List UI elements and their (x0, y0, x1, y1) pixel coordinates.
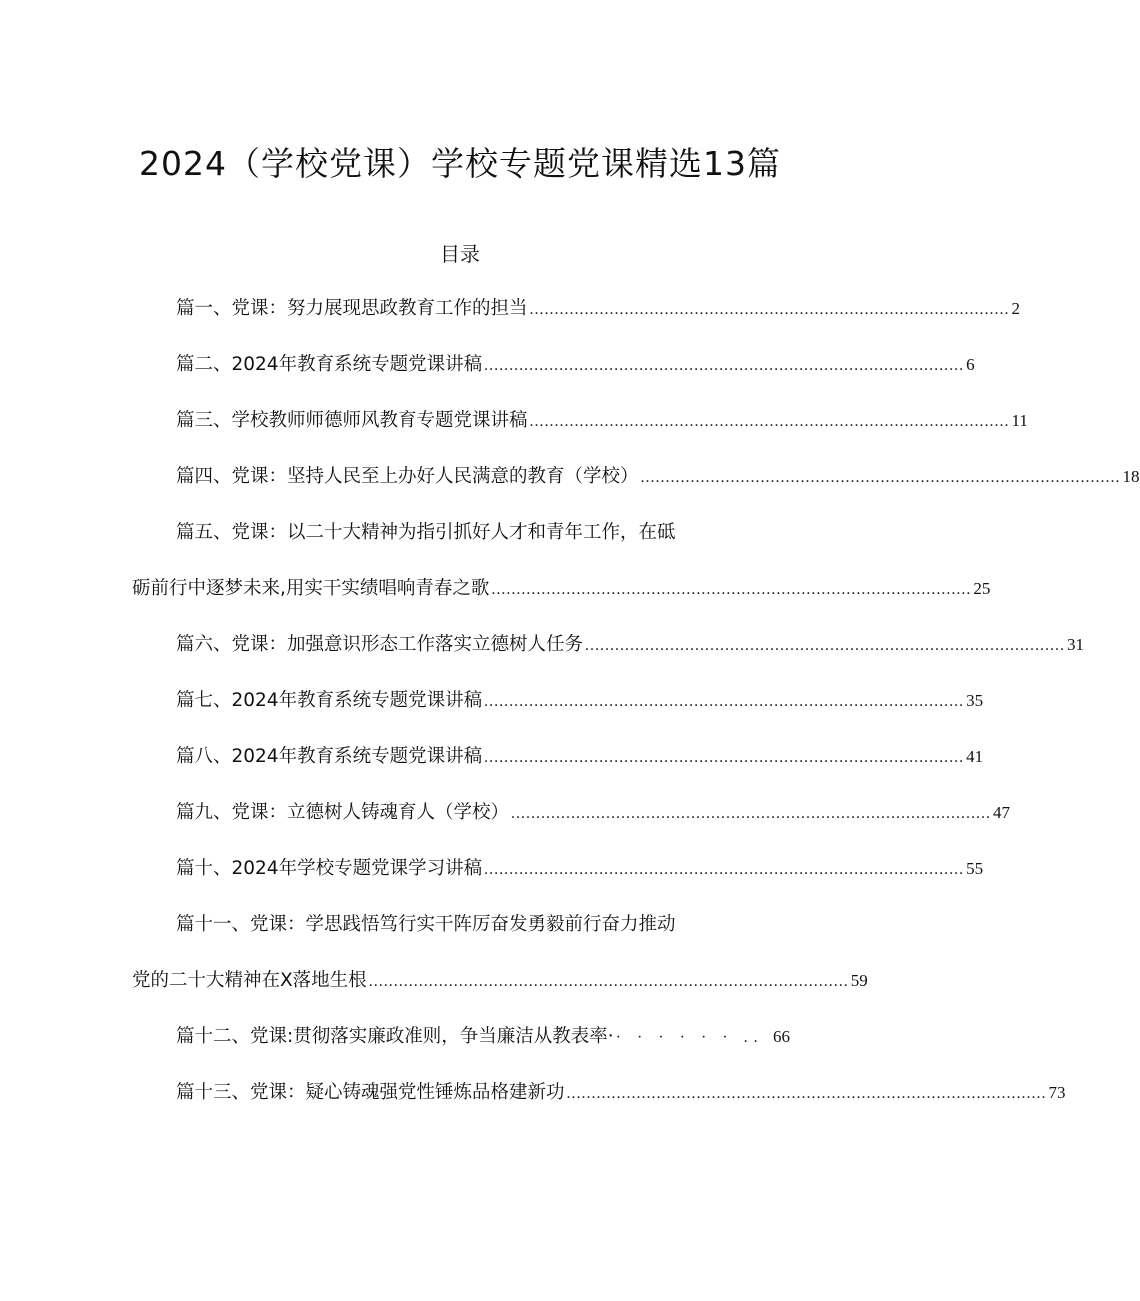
toc-entry[interactable] (176, 630, 1085, 658)
toc-entry-page: 41 (966, 747, 984, 766)
toc-entry-label: 篇二、2024年教育系统专题党课讲稿 (176, 354, 483, 375)
toc-entry-page: 55 (966, 859, 984, 878)
toc-entry-label: 篇三、学校教师师德师风教育专题党课讲稿 (176, 410, 528, 431)
toc-entry[interactable] (176, 294, 1021, 322)
toc-entry[interactable] (176, 742, 984, 770)
toc-entry-label[interactable]: 篇五、党课：以二十大精神为指引抓好人才和青年工作，在砥 (176, 522, 676, 543)
toc-entry-label: 篇七、2024年教育系统专题党课讲稿 (176, 690, 483, 711)
toc-entry-continuation: 砺前行中逐梦未来,用实干实绩唱响青春之歌 (132, 578, 490, 599)
toc-entry-label: 篇六、党课：加强意识形态工作落实立德树人任务 (176, 634, 584, 655)
toc-entry-page: 35 (966, 691, 984, 710)
toc-entry-label: 篇一、党课：努力展现思政教育工作的担当 (176, 298, 528, 319)
toc-entry[interactable] (176, 854, 984, 882)
toc-entry-page: 31 (1067, 635, 1085, 654)
dot-leader: ................................................................................................ (484, 693, 965, 710)
toc-entry-page: 6 (966, 355, 975, 374)
dot-leader: ................................................................................................ (484, 357, 965, 374)
toc-entry-label: 篇十二、党课:贯彻落实廉政准则，争当廉洁从教表率· (176, 1026, 614, 1047)
toc-entry[interactable] (176, 686, 984, 714)
toc-entry-page: 59 (850, 971, 868, 990)
toc-entry-label: 篇四、党课：坚持人民至上办好人民满意的教育（学校） (176, 466, 639, 487)
toc-entry-label: 篇九、党课：立德树人铸魂育人（学校） (176, 802, 510, 823)
toc-entry-label: 篇十三、党课：疑心铸魂强党性锤炼品格建新功 (176, 1082, 565, 1103)
toc-entry[interactable] (176, 462, 1140, 490)
dot-leader: ................................................................................................ (511, 805, 992, 822)
dot-leader: · · · · · · .. (615, 1029, 764, 1046)
toc-entry-page: 11 (1011, 411, 1028, 430)
toc-entry-page: 2 (1011, 299, 1021, 318)
toc-entry[interactable] (132, 574, 991, 602)
toc-entry-continuation: 党的二十大精神在X落地生根 (132, 970, 367, 991)
dot-leader: ................................................................................................ (491, 581, 972, 598)
dot-leader: ................................................................................................ (566, 1085, 1047, 1102)
dot-leader: ................................................................................................ (529, 301, 1010, 318)
toc-entry-page: 25 (973, 579, 991, 598)
toc-entry-label: 篇十、2024年学校专题党课学习讲稿 (176, 858, 483, 879)
toc-entry-label[interactable]: 篇十一、党课：学思践悟笃行实干阵厉奋发勇毅前行奋力推动 (176, 914, 676, 935)
toc-entry[interactable] (176, 350, 975, 378)
dot-leader: ................................................................................................ (640, 469, 1121, 486)
toc-entry[interactable] (176, 798, 1011, 826)
dot-leader: ................................................................................................ (368, 973, 849, 990)
toc-entry-label: 篇八、2024年教育系统专题党课讲稿 (176, 746, 483, 767)
toc-entry[interactable] (176, 406, 1028, 434)
toc-entry[interactable] (176, 1078, 1066, 1106)
toc-entry-page: 73 (1048, 1083, 1066, 1102)
dot-leader: ................................................................................................ (529, 413, 1010, 430)
toc-entry[interactable] (132, 966, 868, 994)
toc-entry-page: 18 (1122, 467, 1140, 486)
dot-leader: ................................................................................................ (484, 861, 965, 878)
toc-heading: 目录 (440, 242, 480, 266)
document-title: 2024（学校党课）学校专题党课精选13篇 (139, 144, 781, 183)
dot-leader: ................................................................................................ (484, 749, 965, 766)
toc-entry[interactable] (176, 1022, 790, 1050)
toc-entry-page: 66 (773, 1027, 790, 1046)
toc-entry-page: 47 (993, 803, 1011, 822)
dot-leader: ................................................................................................ (585, 637, 1066, 654)
